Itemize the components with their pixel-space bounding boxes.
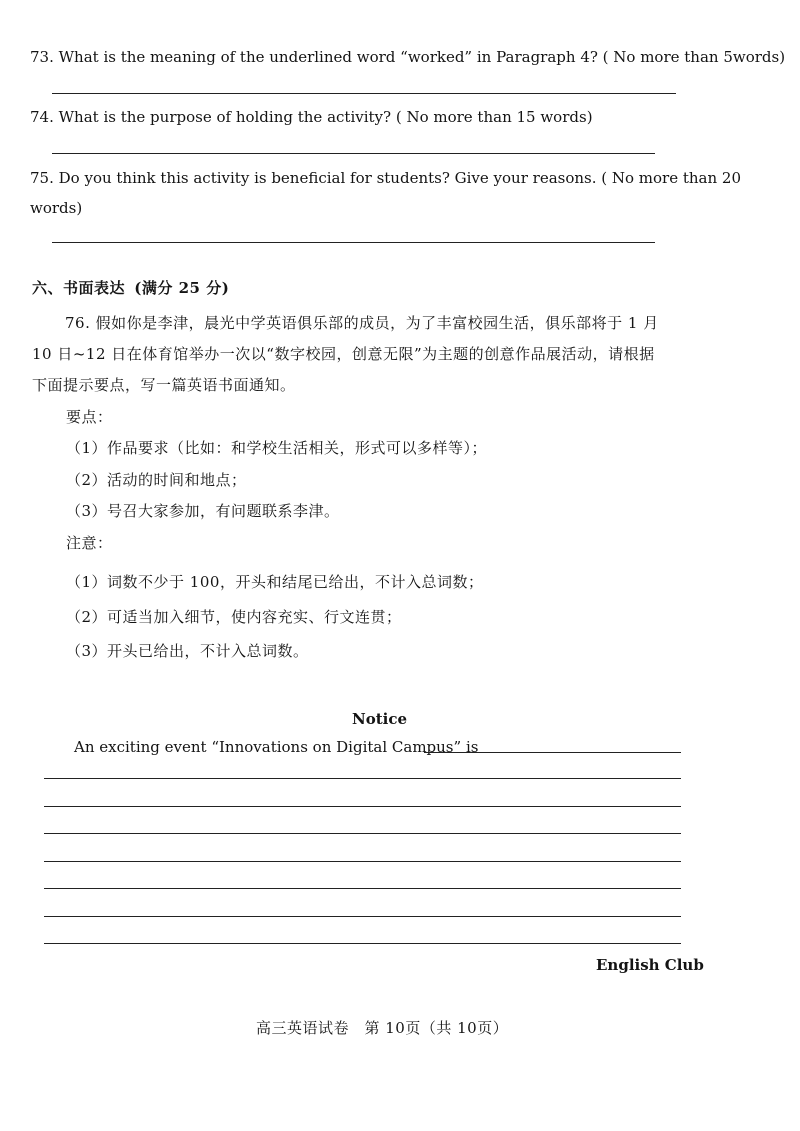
- section-heading: [32, 277, 229, 298]
- page-footer: 高三英语试卷 第 10页（共 10页）: [256, 1019, 509, 1037]
- writing-line[interactable]: [424, 752, 681, 753]
- question-75-continuation: words): [30, 199, 83, 217]
- note-item: （3）开头已给出，不计入总词数。: [66, 642, 309, 660]
- question-74: [30, 108, 593, 126]
- answer-line-74[interactable]: [52, 153, 655, 154]
- prompt-line: 下面提示要点，写一篇英语书面通知。: [32, 376, 296, 394]
- notice-signature: English Club: [596, 956, 704, 974]
- notice-opening: An exciting event “Innovations on Digital Campus” is: [74, 738, 479, 756]
- section-title: 六、书面表达: [32, 279, 126, 297]
- point-item: （2）活动的时间和地点；: [66, 471, 247, 489]
- point-item: （1）作品要求（比如：和学校生活相关，形式可以多样等）；: [66, 439, 488, 457]
- question-number: 73.: [30, 48, 54, 66]
- question-number: 74.: [30, 108, 54, 126]
- writing-line[interactable]: [44, 916, 681, 917]
- question-text: What is the meaning of the underlined word “worked” in Paragraph 4? ( No more than 5words): [58, 48, 786, 66]
- question-73: [30, 48, 785, 66]
- question-text: Do you think this activity is beneficial for students? Give your reasons. ( No more than 20: [58, 169, 742, 187]
- writing-line[interactable]: [44, 778, 681, 779]
- note-item: （1）词数不少于 100，开头和结尾已给出，不计入总词数；: [66, 573, 484, 591]
- writing-line[interactable]: [44, 861, 681, 862]
- question-75: [30, 169, 741, 187]
- notes-label: 注意：: [66, 534, 113, 552]
- question-number: 75.: [30, 169, 54, 187]
- prompt-line: 10 日~12 日在体育馆举办一次以“数字校园，创意无限”为主题的创意作品展活动，请根据: [32, 345, 655, 363]
- answer-line-73[interactable]: [52, 93, 676, 94]
- answer-line-75[interactable]: [52, 242, 655, 243]
- question-text: What is the purpose of holding the activity? ( No more than 15 words): [58, 108, 593, 126]
- note-item: （2）可适当加入细节，使内容充实、行文连贯；: [66, 608, 402, 626]
- notice-title: Notice: [352, 710, 408, 728]
- point-item: （3）号召大家参加，有问题联系李津。: [66, 502, 340, 520]
- writing-line[interactable]: [44, 833, 681, 834]
- prompt-line: 76. 假如你是李津，晨光中学英语俱乐部的成员，为了丰富校园生活，俱乐部将于 1 月: [65, 314, 659, 332]
- writing-line[interactable]: [44, 806, 681, 807]
- section-score: (满分 25 分): [134, 279, 230, 297]
- points-label: 要点：: [66, 408, 113, 426]
- writing-line[interactable]: [44, 888, 681, 889]
- writing-line[interactable]: [44, 943, 681, 944]
